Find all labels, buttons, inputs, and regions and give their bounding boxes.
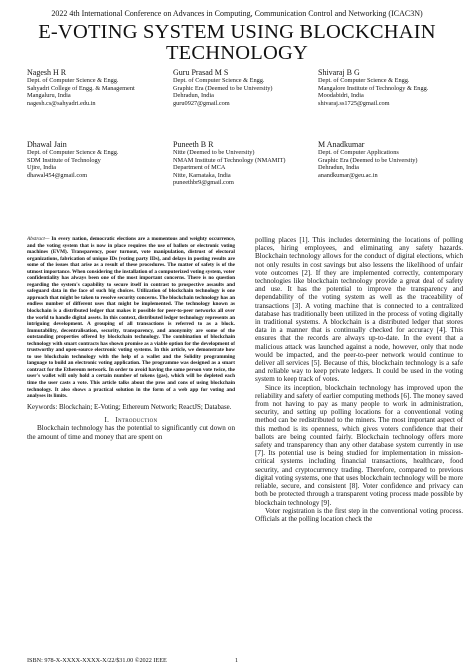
author-name: Nagesh H R: [27, 68, 67, 77]
section-heading: [27, 417, 235, 424]
paper-title-line-2: TECHNOLOGY: [165, 42, 309, 64]
author-affiliation: SDM Institute of Technology: [27, 156, 101, 164]
author-affiliation: Department of MCA: [173, 164, 226, 172]
paper-title: [0, 22, 474, 64]
author-name: Puneeth B R: [173, 140, 214, 149]
paper-title-line-1: E-VOTING SYSTEM USING BLOCKCHAIN: [38, 21, 436, 43]
abstract-label: Abstract—: [27, 236, 50, 242]
author-block: [318, 68, 428, 107]
author-affiliation: Moodabidri, India: [318, 92, 364, 100]
author-affiliation: Dehradun, India: [318, 164, 359, 172]
author-affiliation: Graphic Era (Deemed to be University): [173, 84, 273, 92]
author-block: [173, 68, 273, 107]
abstract: [27, 236, 235, 400]
author-affiliation: Ujire, India: [27, 164, 57, 172]
body-paragraph: polling places [1]. This includes determining the locations of polling places, hiring employees, and eliminating any safety hazards. Blockchain technology allows for the conduct of digital elections, which not only results in cost savings but also lessens the likelihood of unfair vote outcomes [2]. If they are implemented correctly, contemporary technologies like blockchain technology provide a great deal of safety and use. It has the potential to improve the transparency and dependability of the voting system as well as the traceability of transactions [3]. A voting machine that is connected to a centralized database has traditionally been utilized in the process of voting digitally in traditional systems. A blockchain is a distributed ledger that stores data in a manner that is continually checked for accuracy [4]. This ensures that the records are always up-to-date. In the event that a malicious attack was launched against a node, however, only that node would be impacted, and the peer-to-peer network would continue to deliver all services [5]. Because of this, blockchain technology is a safe and reliable way to keep private ledgers. It could be used in the voting system to keep track of votes.: [255, 236, 463, 384]
section-number: I.: [104, 415, 110, 424]
author-affiliation: Dehradun, India: [173, 92, 214, 100]
body-paragraph: Since its inception, blockchain technology has improved upon the reliability and safety of earlier computing methods [6]. The money saved from not having to pay as many people to work in administration, security, and setting up polling locations for a conventional voting method can be redistributed to the miners. The most important aspect of this method is its openness, which gives voters confidence that their ballots are being counted fairly. Blockchain technology offers more safety and transparency than any other database system currently in use [7]. Its potential use is being studied for implementation in mission-critical systems including financial transactions, healthcare, food security, and cryptocurrency trading. Therefore, compared to previous digital voting systems, one that uses blockchain technology will be more reliable, secure, and consistent [8]. Voter confidence and privacy can both be protected through a transparent voting process made possible by blockchain technology [9].: [255, 383, 463, 507]
section-title: Introduction: [115, 415, 158, 424]
author-affiliation: Dept. of Computer Science & Engg.: [27, 149, 119, 156]
conference-header: 2022 4th International Conference on Advances in Computing, Communication Control and Networking (ICAC3N): [51, 9, 423, 18]
author-email: dhawal454@gmail.com: [27, 171, 88, 179]
author-name: Guru Prasad M S: [173, 68, 229, 77]
author-email: guru0927@gmail.com: [173, 99, 230, 107]
body-paragraph: Voter registration is the first step in the conventional voting process. Officials at the polling location check the: [255, 506, 463, 523]
keywords: Keywords: Blockchain; E-Voting; Ethereum Network; ReactJS; Database.: [27, 403, 232, 411]
author-affiliation: Dept. of Computer Science & Engg.: [318, 77, 410, 84]
author-block: [173, 140, 285, 187]
author-affiliation: Mangalore Institute of Technology & Engg.: [318, 84, 429, 92]
right-column: [255, 236, 463, 636]
isbn-footer: ISBN: 978-X-XXXX-XXXX-X/22/$31.00 ©2022 IEEE: [27, 657, 167, 664]
author-email: nagesh.cs@sahyadri.edu.in: [27, 99, 96, 107]
author-affiliation: Dept. of Computer Science & Engg.: [173, 77, 265, 84]
author-affiliation: Dept. of Computer Applications: [318, 149, 399, 156]
author-email: puneethbr9@gmail.com: [173, 179, 234, 187]
author-affiliation: Dept. of Computer Science & Engg.: [27, 77, 119, 84]
author-name: Shivaraj B G: [318, 68, 360, 77]
author-block: [27, 68, 135, 107]
author-affiliation: Nitte, Karnataka, India: [173, 171, 231, 179]
author-email: shivaraj.ss1725@gmail.com: [318, 99, 390, 107]
author-affiliation: NMAM Institute of Technology (NMAMIT): [173, 156, 286, 164]
author-affiliation: Mangaluru, India: [27, 92, 71, 100]
intro-paragraph: Blockchain technology has the potential to significantly cut down on the amount of time and money that are spent on: [27, 424, 235, 441]
author-block: [27, 140, 118, 179]
page-number: 1: [235, 657, 239, 664]
author-email: anandkumar@geu.ac.in: [318, 171, 378, 179]
author-name: M Anadkumar: [318, 140, 365, 149]
author-affiliation: Sahyadri College of Engg. & Management: [27, 84, 135, 92]
author-affiliation: Nitte (Deemed to be University): [173, 149, 255, 156]
abstract-text: In every nation, democratic elections are a momentous and weighty occurrence, and the voting system that is now in place requires the use of ballots or electronic voting machines (EVM). Transparency, poor turnout, vote manipulation, distrust of electoral organizations, fabrication of unique IDs (voting party IDs), and delays in posting results are some of the issues that arise as a result of these procedures. The matter of safety is of the utmost importance. When considering the installation of a computerized voting system, voter confidentiality has always been one of the most important concerns. There is no question regarding the system's capability to secure itself in contrast to prospective assaults and safeguard data in the face of such big choices. Utilization of blockchain technology is one approach that might be taken to resolve security concerns. The blockchain technology has an endless number of different uses that might be implemented. The technology known as blockchain is a distributed ledger that makes it possible for peer-to-peer networks all over the world to handle digital assets. In this context, distributed ledger technology represents an intriguing development. A grouping of all transactions is referred to as a block. Immutability, decentralisation, security, transparency, and anonymity are some of the outstanding properties offered by blockchain technology. The combination of blockchain technology with smart contracts has shown promise as a viable option for the development of trustworthy and open-source electronic voting systems. In this article, we demonstrate how to use blockchain technology with the help of a wallet and the Solidity programming language to build an electronic voting application. The programme was designed as a smart contract for the Ethereum network. In order to avoid having the same person vote twice, the user's wallet will only hold a certain number of tokens (gas), which will be depleted each time the user casts a vote. This article talks about the pros and cons of using blockchain technology. It also shows a practical solution in the form of a web app for voting and analyses its limits.: [27, 236, 235, 400]
author-affiliation: Graphic Era (Deemed to be University): [318, 156, 418, 164]
author-block: [318, 140, 418, 179]
author-name: Dhawal Jain: [27, 140, 67, 149]
left-column: [27, 236, 235, 634]
